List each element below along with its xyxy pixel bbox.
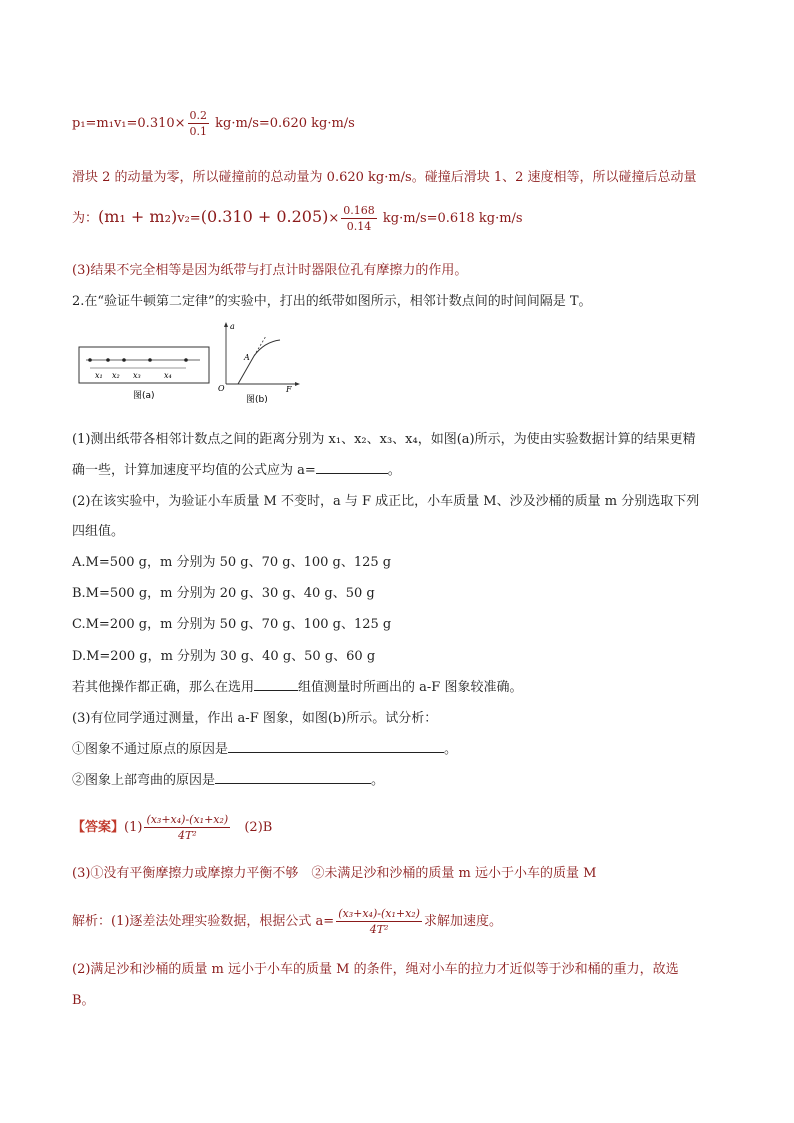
question-2-part-3: (3)有位同学通过测量，作出 a-F 图象，如图(b)所示。试分析： [72, 711, 438, 726]
answer-blank[interactable] [228, 740, 444, 753]
option-b: B.M=500 g，m 分别为 20 g、30 g、40 g、50 g [72, 586, 375, 601]
tape-dot [88, 358, 92, 362]
momentum-after-line [72, 203, 523, 234]
fraction-denominator: 0.14 [346, 220, 372, 233]
item-1-text: ①图象不通过原点的原因是 [72, 742, 229, 757]
tape-dot [106, 358, 110, 362]
axis-label-F: F [286, 385, 292, 394]
momentum-lhs: p₁=m₁v₁=0.310× [72, 116, 186, 131]
analysis-line-2: (2)满足沙和沙桶的质量 m 远小于小车的质量 M 的条件，绳对小车的拉力才近似等于沙和桶的重力，故选 [72, 962, 679, 977]
figure-a-paper-tape [78, 346, 210, 402]
momentum-before-line [72, 108, 355, 139]
fraction-numerator: (x₃+x₄)-(x₁+x₂) [146, 813, 229, 826]
part-2-text-end: 组值测量时所画出的 a-F 图象较准确。 [298, 680, 523, 695]
figure-a-caption: 图(a) [133, 391, 155, 401]
fraction-numerator: 0.168 [343, 204, 375, 217]
period: 。 [371, 773, 385, 788]
analysis-text-end: 求解加速度。 [423, 914, 502, 929]
question-2-part-1-line-2 [72, 459, 401, 478]
velocity-label: v₂= [177, 211, 201, 226]
period: 。 [387, 463, 401, 478]
option-d: D.M=200 g，m 分别为 30 g、40 g、50 g、60 g [72, 649, 376, 664]
origin-label-O: O [218, 384, 225, 393]
answer-part-1-label: (1) [124, 820, 143, 835]
tape-dot [148, 358, 152, 362]
fraction [341, 203, 377, 234]
answer-blank[interactable] [316, 461, 388, 474]
a-axis-arrow [224, 322, 228, 327]
fraction-denominator: 4T² [369, 923, 389, 936]
figure-b-a-F-graph [214, 320, 304, 404]
fraction-numerator: (x₃+x₄)-(x₁+x₂) [338, 907, 420, 920]
analysis-text: 解析：(1)逐差法处理实验数据，根据公式 a= [72, 914, 335, 929]
mass-values-expression: (0.310 + 0.205) [200, 207, 329, 226]
label-x2: x₂ [112, 371, 120, 380]
part-2-text: 若其他操作都正确，那么在选用 [72, 680, 255, 695]
mass-sum-expression: (m₁ + m₂) [98, 207, 178, 226]
answer-tag: 【答案】 [72, 820, 125, 835]
explanation-line: 滑块 2 的动量为零，所以碰撞前的总动量为 0.620 kg·m/s。碰撞后滑块 1、2 速度相等，所以碰撞后总动量 [72, 170, 697, 185]
tape-dot [122, 358, 126, 362]
prefix: 为： [72, 211, 99, 226]
fraction-denominator: 0.1 [189, 125, 208, 138]
tape-dot [184, 358, 188, 362]
question-2-part-2-line-1: (2)在该实验中，为验证小车质量 M 不变时，a 与 F 成正比，小车质量 M、沙及沙桶的质量 m 分别选取下列 [72, 494, 700, 509]
fraction [188, 108, 210, 139]
option-c: C.M=200 g，m 分别为 50 g、70 g、100 g、125 g [72, 617, 392, 632]
conclusion-line: (3)结果不完全相等是因为纸带与打点计时器限位孔有摩擦力的作用。 [72, 263, 468, 278]
momentum-after-rhs: kg·m/s=0.618 kg·m/s [382, 211, 523, 226]
fraction-numerator: 0.2 [189, 109, 208, 122]
analysis-line-3: B。 [72, 993, 95, 1008]
answer-part-3: (3)①没有平衡摩擦力或摩擦力平衡不够 ②未满足沙和沙桶的质量 m 远小于小车的质量 M [72, 866, 597, 881]
answer-blank[interactable] [215, 771, 371, 784]
question-2-part-2-line-2: 四组值。 [72, 524, 125, 539]
period: 。 [444, 742, 458, 757]
F-axis-arrow [295, 382, 300, 386]
part-1-text: 确一些，计算加速度平均值的公式应为 a= [72, 463, 316, 478]
item-2-text: ②图象上部弯曲的原因是 [72, 773, 216, 788]
label-x4: x₄ [164, 371, 172, 380]
question-2-part-3-item-2 [72, 769, 384, 788]
option-a: A.M=500 g，m 分别为 50 g、70 g、100 g、125 g [72, 555, 392, 570]
label-x3: x₃ [133, 371, 141, 380]
analysis-line-1 [72, 906, 502, 937]
axis-label-a: a [230, 322, 235, 331]
question-2-part-2-line-3 [72, 676, 522, 695]
a-F-curve [238, 340, 280, 384]
answer-part-2: (2)B [244, 820, 273, 835]
fraction-denominator: 4T² [177, 829, 197, 842]
label-x1: x₁ [95, 371, 103, 380]
question-2-stem: 2.在“验证牛顿第二定律”的实验中，打出的纸带如图所示，相邻计数点间的时间间隔是 T。 [72, 294, 592, 309]
analysis-fraction [336, 906, 422, 937]
answer-blank[interactable] [254, 678, 298, 691]
question-2-part-1-line-1: (1)测出纸带各相邻计数点之间的距离分别为 x₁、x₂、x₃、x₄，如图(a)所示，为使由实验数据计算的结果更精 [72, 432, 696, 447]
answer-line [72, 812, 272, 843]
momentum-rhs: kg·m/s=0.620 kg·m/s [215, 116, 355, 131]
figure-b-caption: 图(b) [246, 395, 268, 404]
times-sign: × [328, 211, 340, 226]
point-label-A: A [244, 353, 250, 362]
question-2-part-3-item-1 [72, 738, 457, 757]
answer-fraction [144, 812, 230, 843]
